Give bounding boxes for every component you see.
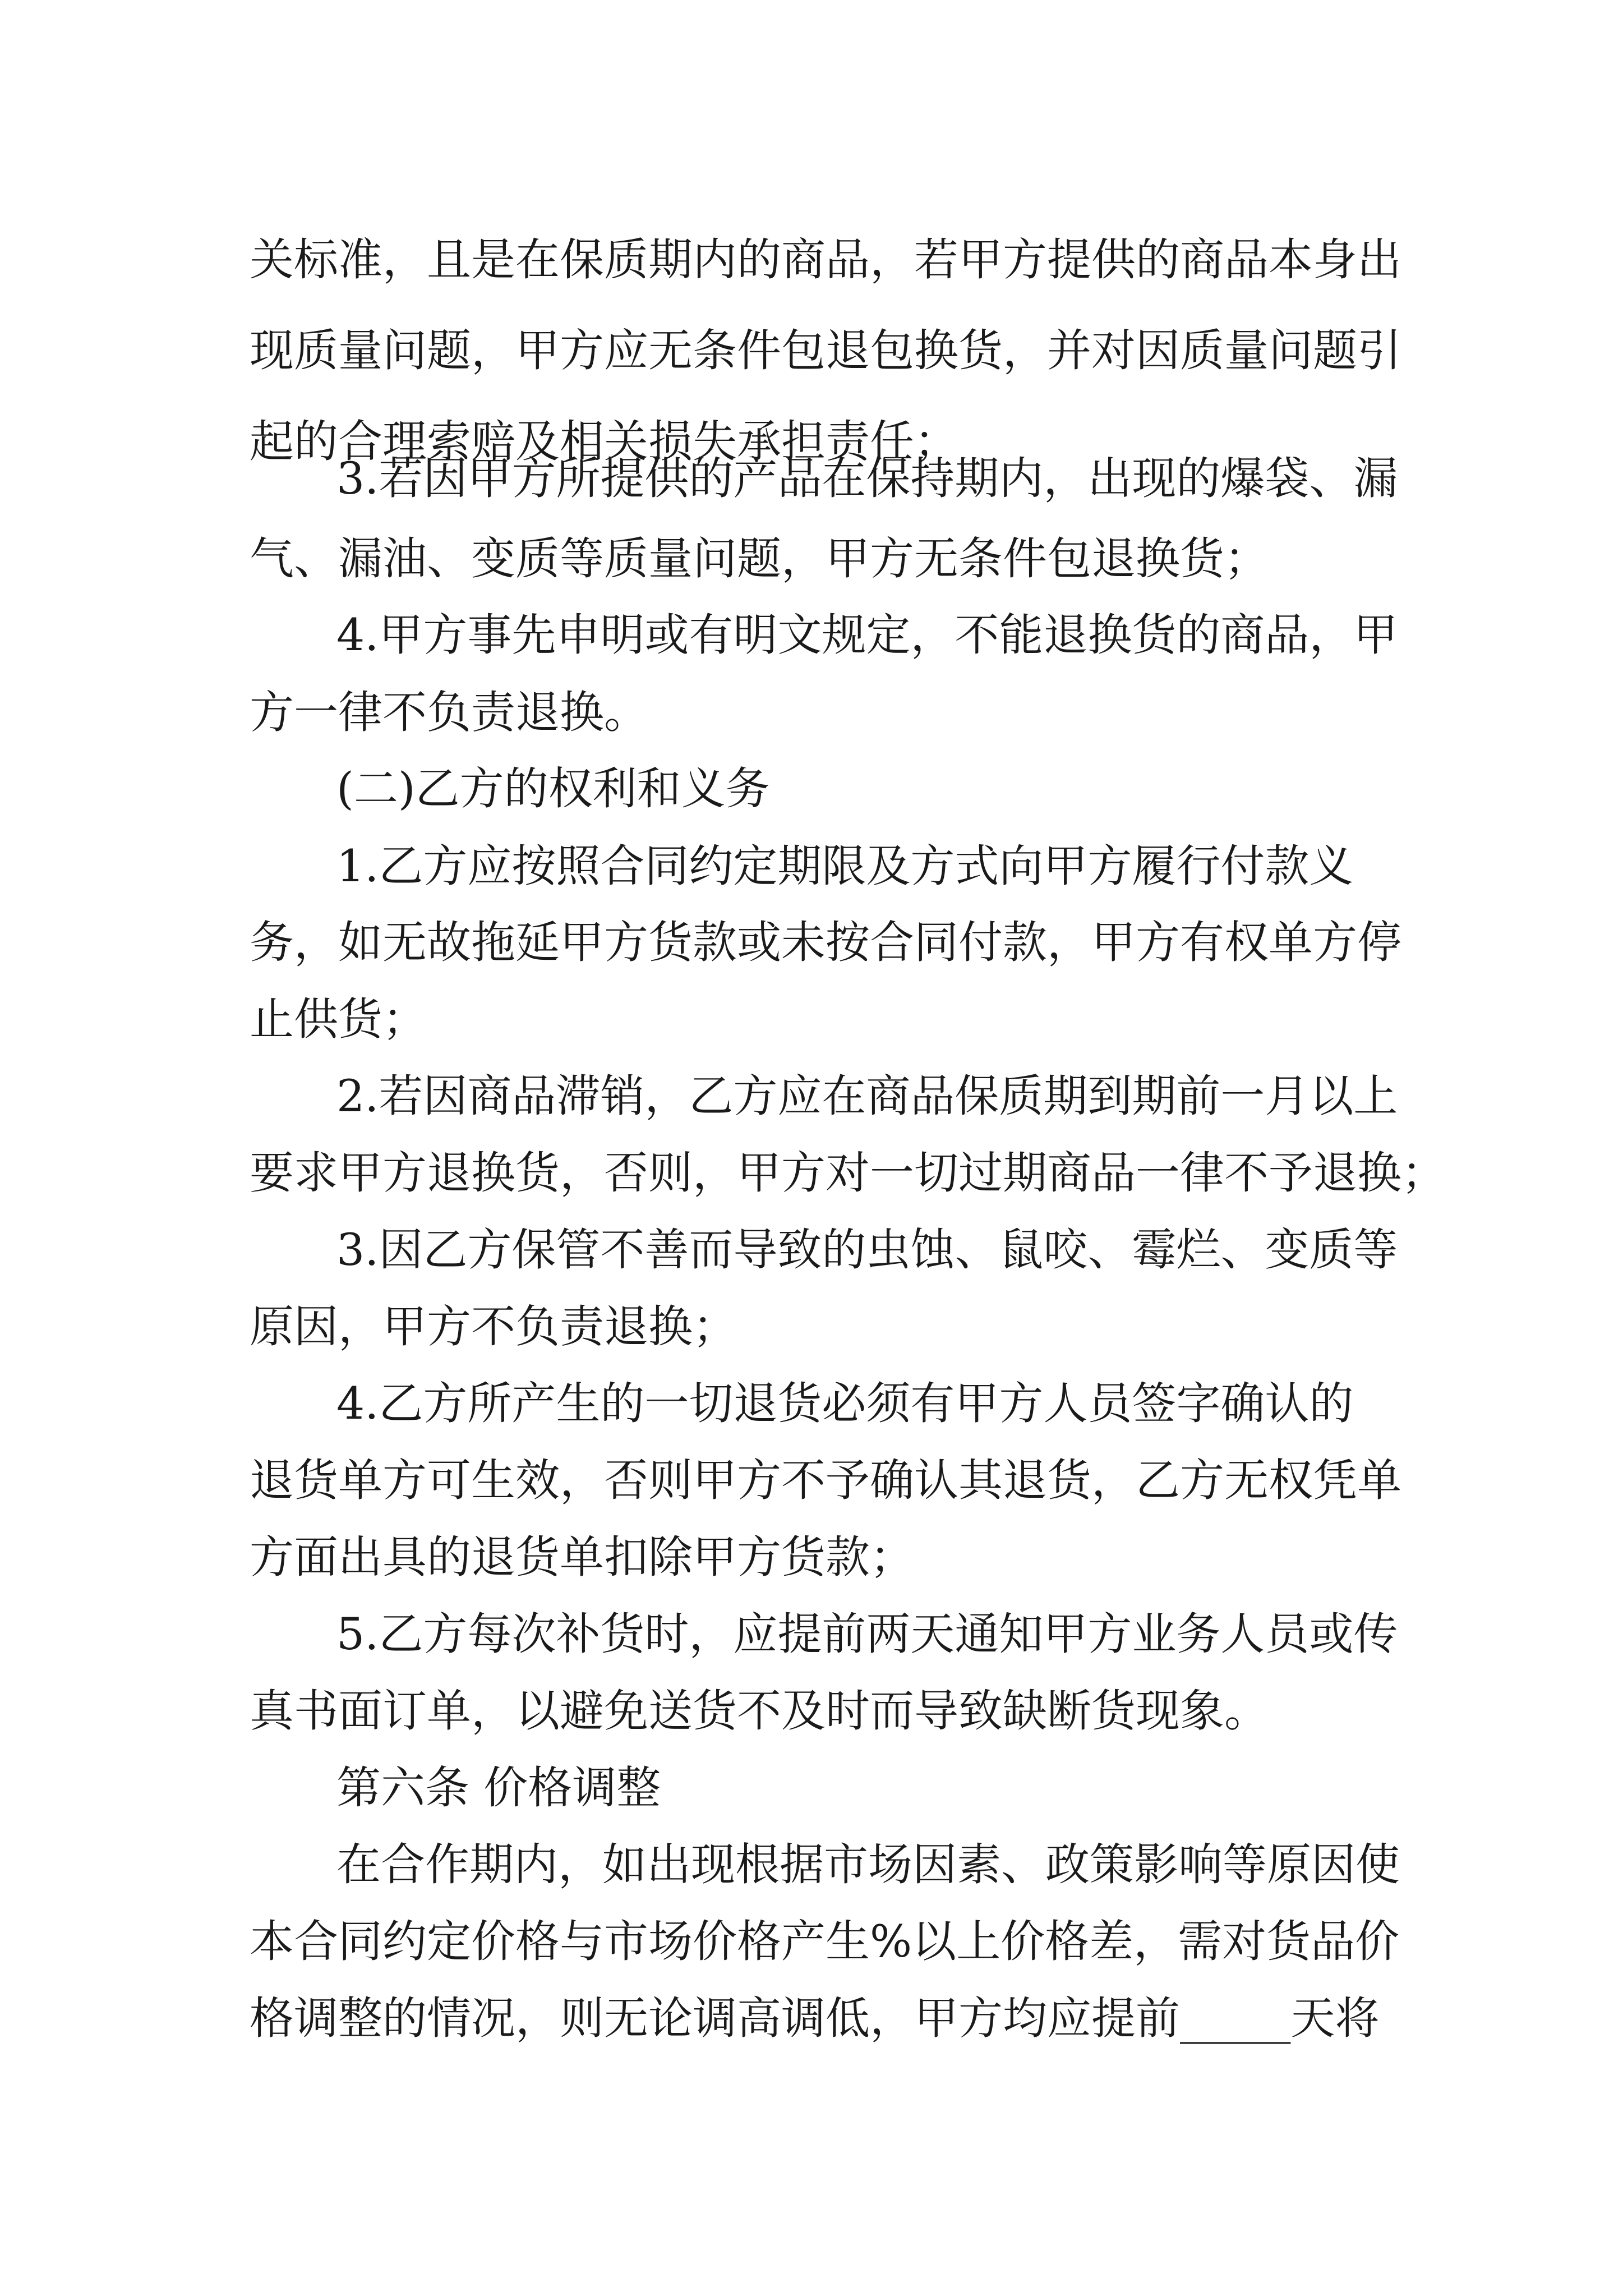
- text-line: 在合作期内，如出现根据市场因素、政策影响等原因使: [336, 1839, 1400, 1890]
- text-line: 1.乙方应按照合同约定期限及方式向甲方履行付款义: [336, 840, 1354, 892]
- article-heading: 第六条 价格调整: [336, 1762, 661, 1814]
- text-line: 本合同约定价格与市场价格产生%以上价格差，需对货品价: [250, 1916, 1400, 1967]
- text-line: 起的合理索赔及相关损失承担责任；: [250, 416, 958, 467]
- text-line: 要求甲方退换货，否则，甲方对一切过期商品一律不予退换；: [250, 1147, 1446, 1199]
- text-line: 原因，甲方不负责退换；: [250, 1301, 737, 1352]
- text-line: 气、漏油、变质等质量问题，甲方无条件包退换货；: [250, 533, 1269, 585]
- text-line: 4.甲方事先申明或有明文规定，不能退换货的商品，甲: [336, 609, 1398, 661]
- text-line: 3.若因甲方所提供的产品在保持期内，出现的爆袋、漏: [336, 453, 1398, 504]
- text-line: 关标准，且是在保质期内的商品，若甲方提供的商品本身出: [250, 234, 1401, 286]
- section-heading: (二)乙方的权利和义务: [336, 763, 770, 815]
- text-line: 5.乙方每次补货时，应提前两天通知甲方业务人员或传: [336, 1608, 1398, 1660]
- text-line: 止供货；: [250, 993, 427, 1045]
- text-line: 退货单方可生效，否则甲方不予确认其退货，乙方无权凭单: [250, 1455, 1401, 1506]
- text-line: 2.若因商品滞销，乙方应在商品保质期到期前一月以上: [336, 1070, 1398, 1122]
- text-line: 真书面订单，以避免送货不及时而导致缺断货现象。: [250, 1685, 1269, 1737]
- text-line: 方面出具的退货单扣除甲方货款；: [250, 1531, 914, 1583]
- text-line: 方一律不负责退换。: [250, 687, 648, 738]
- text-line: 3.因乙方保管不善而导致的虫蚀、鼠咬、霉烂、变质等: [336, 1224, 1398, 1276]
- text-line: 现质量问题，甲方应无条件包退包换货，并对因质量问题引: [250, 325, 1401, 376]
- text-line: 4.乙方所产生的一切退货必须有甲方人员签字确认的: [336, 1378, 1354, 1429]
- text-line: 务，如无故拖延甲方货款或未按合同付款，甲方有权单方停: [250, 917, 1401, 968]
- text-line: 格调整的情况，则无论调高调低，甲方均应提前_____天将: [250, 1993, 1380, 2044]
